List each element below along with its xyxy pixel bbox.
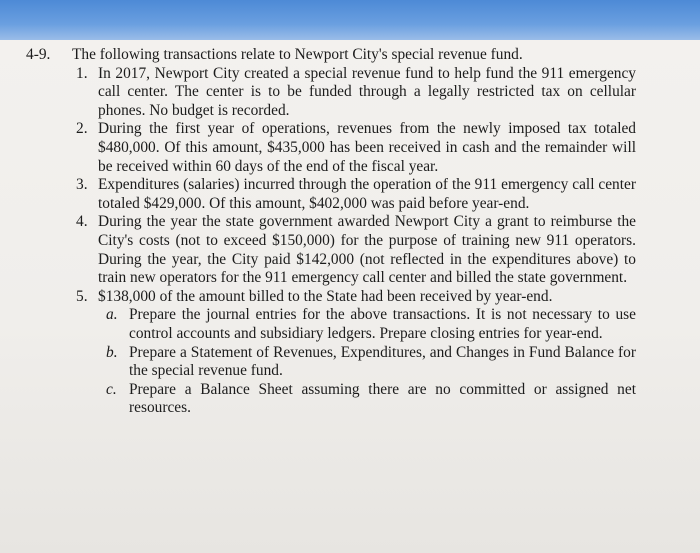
- transaction-item: [26, 176, 666, 213]
- transaction-item: [26, 213, 666, 287]
- requirement-text: Prepare a Balance Sheet assuming there are no committed or assigned net resources.: [129, 380, 636, 417]
- requirement-letter: a.: [106, 306, 118, 324]
- transaction-text: During the first year of operations, revenues from the newly imposed tax totaled $480,000. Of this amount, $435,000 has been received in cash and the remainder will be received within 60 days of the end of the fiscal year.: [98, 120, 636, 175]
- requirement-text: Prepare the journal entries for the above transactions. It is not necessary to use control accounts and subsidiary ledgers. Prepare closing entries for year-end.: [129, 306, 636, 342]
- problem-block: [26, 46, 666, 418]
- requirement-letter: c.: [106, 380, 117, 398]
- problem-heading: [26, 46, 666, 65]
- transaction-text: During the year the state government awarded Newport City a grant to reimburse the City's costs (not to exceed $150,000) for the purpose of training new 911 operators. During the year, the City paid $142,000 (not reflected in the expenditures above) to train new operators for the 911 emergency call center and billed the state government.: [98, 213, 636, 287]
- transaction-number: 2.: [76, 120, 88, 138]
- problem-intro: The following transactions relate to Newport City's special revenue fund.: [72, 46, 523, 63]
- transaction-text: In 2017, Newport City created a special revenue fund to help fund the 911 emergency call center. The center is to be funded through a legally restricted tax on cellular phones. No budget is recorded.: [98, 64, 636, 119]
- transaction-number: 4.: [76, 213, 88, 231]
- transaction-number: 3.: [76, 176, 88, 194]
- transaction-item: [26, 65, 666, 121]
- transaction-list: [26, 65, 666, 307]
- textbook-page: [0, 40, 700, 553]
- transaction-number: 5.: [76, 287, 88, 305]
- problem-number: 4-9.: [26, 46, 51, 63]
- top-blue-band: [0, 0, 700, 40]
- transaction-number: 1.: [76, 64, 88, 82]
- requirement-letter: b.: [106, 343, 118, 361]
- transaction-item: [26, 288, 666, 307]
- transaction-item: [26, 120, 666, 176]
- requirement-item: [26, 306, 666, 343]
- requirement-item: [26, 381, 666, 418]
- requirement-item: [26, 344, 666, 381]
- requirement-list: [26, 306, 666, 418]
- transaction-text: $138,000 of the amount billed to the State had been received by year-end.: [98, 287, 553, 305]
- requirement-text: Prepare a Statement of Revenues, Expenditures, and Changes in Fund Balance for the special revenue fund.: [129, 343, 636, 380]
- transaction-text: Expenditures (salaries) incurred through the operation of the 911 emergency call center totaled $429,000. Of this amount, $402,000 was paid before year-end.: [98, 176, 636, 212]
